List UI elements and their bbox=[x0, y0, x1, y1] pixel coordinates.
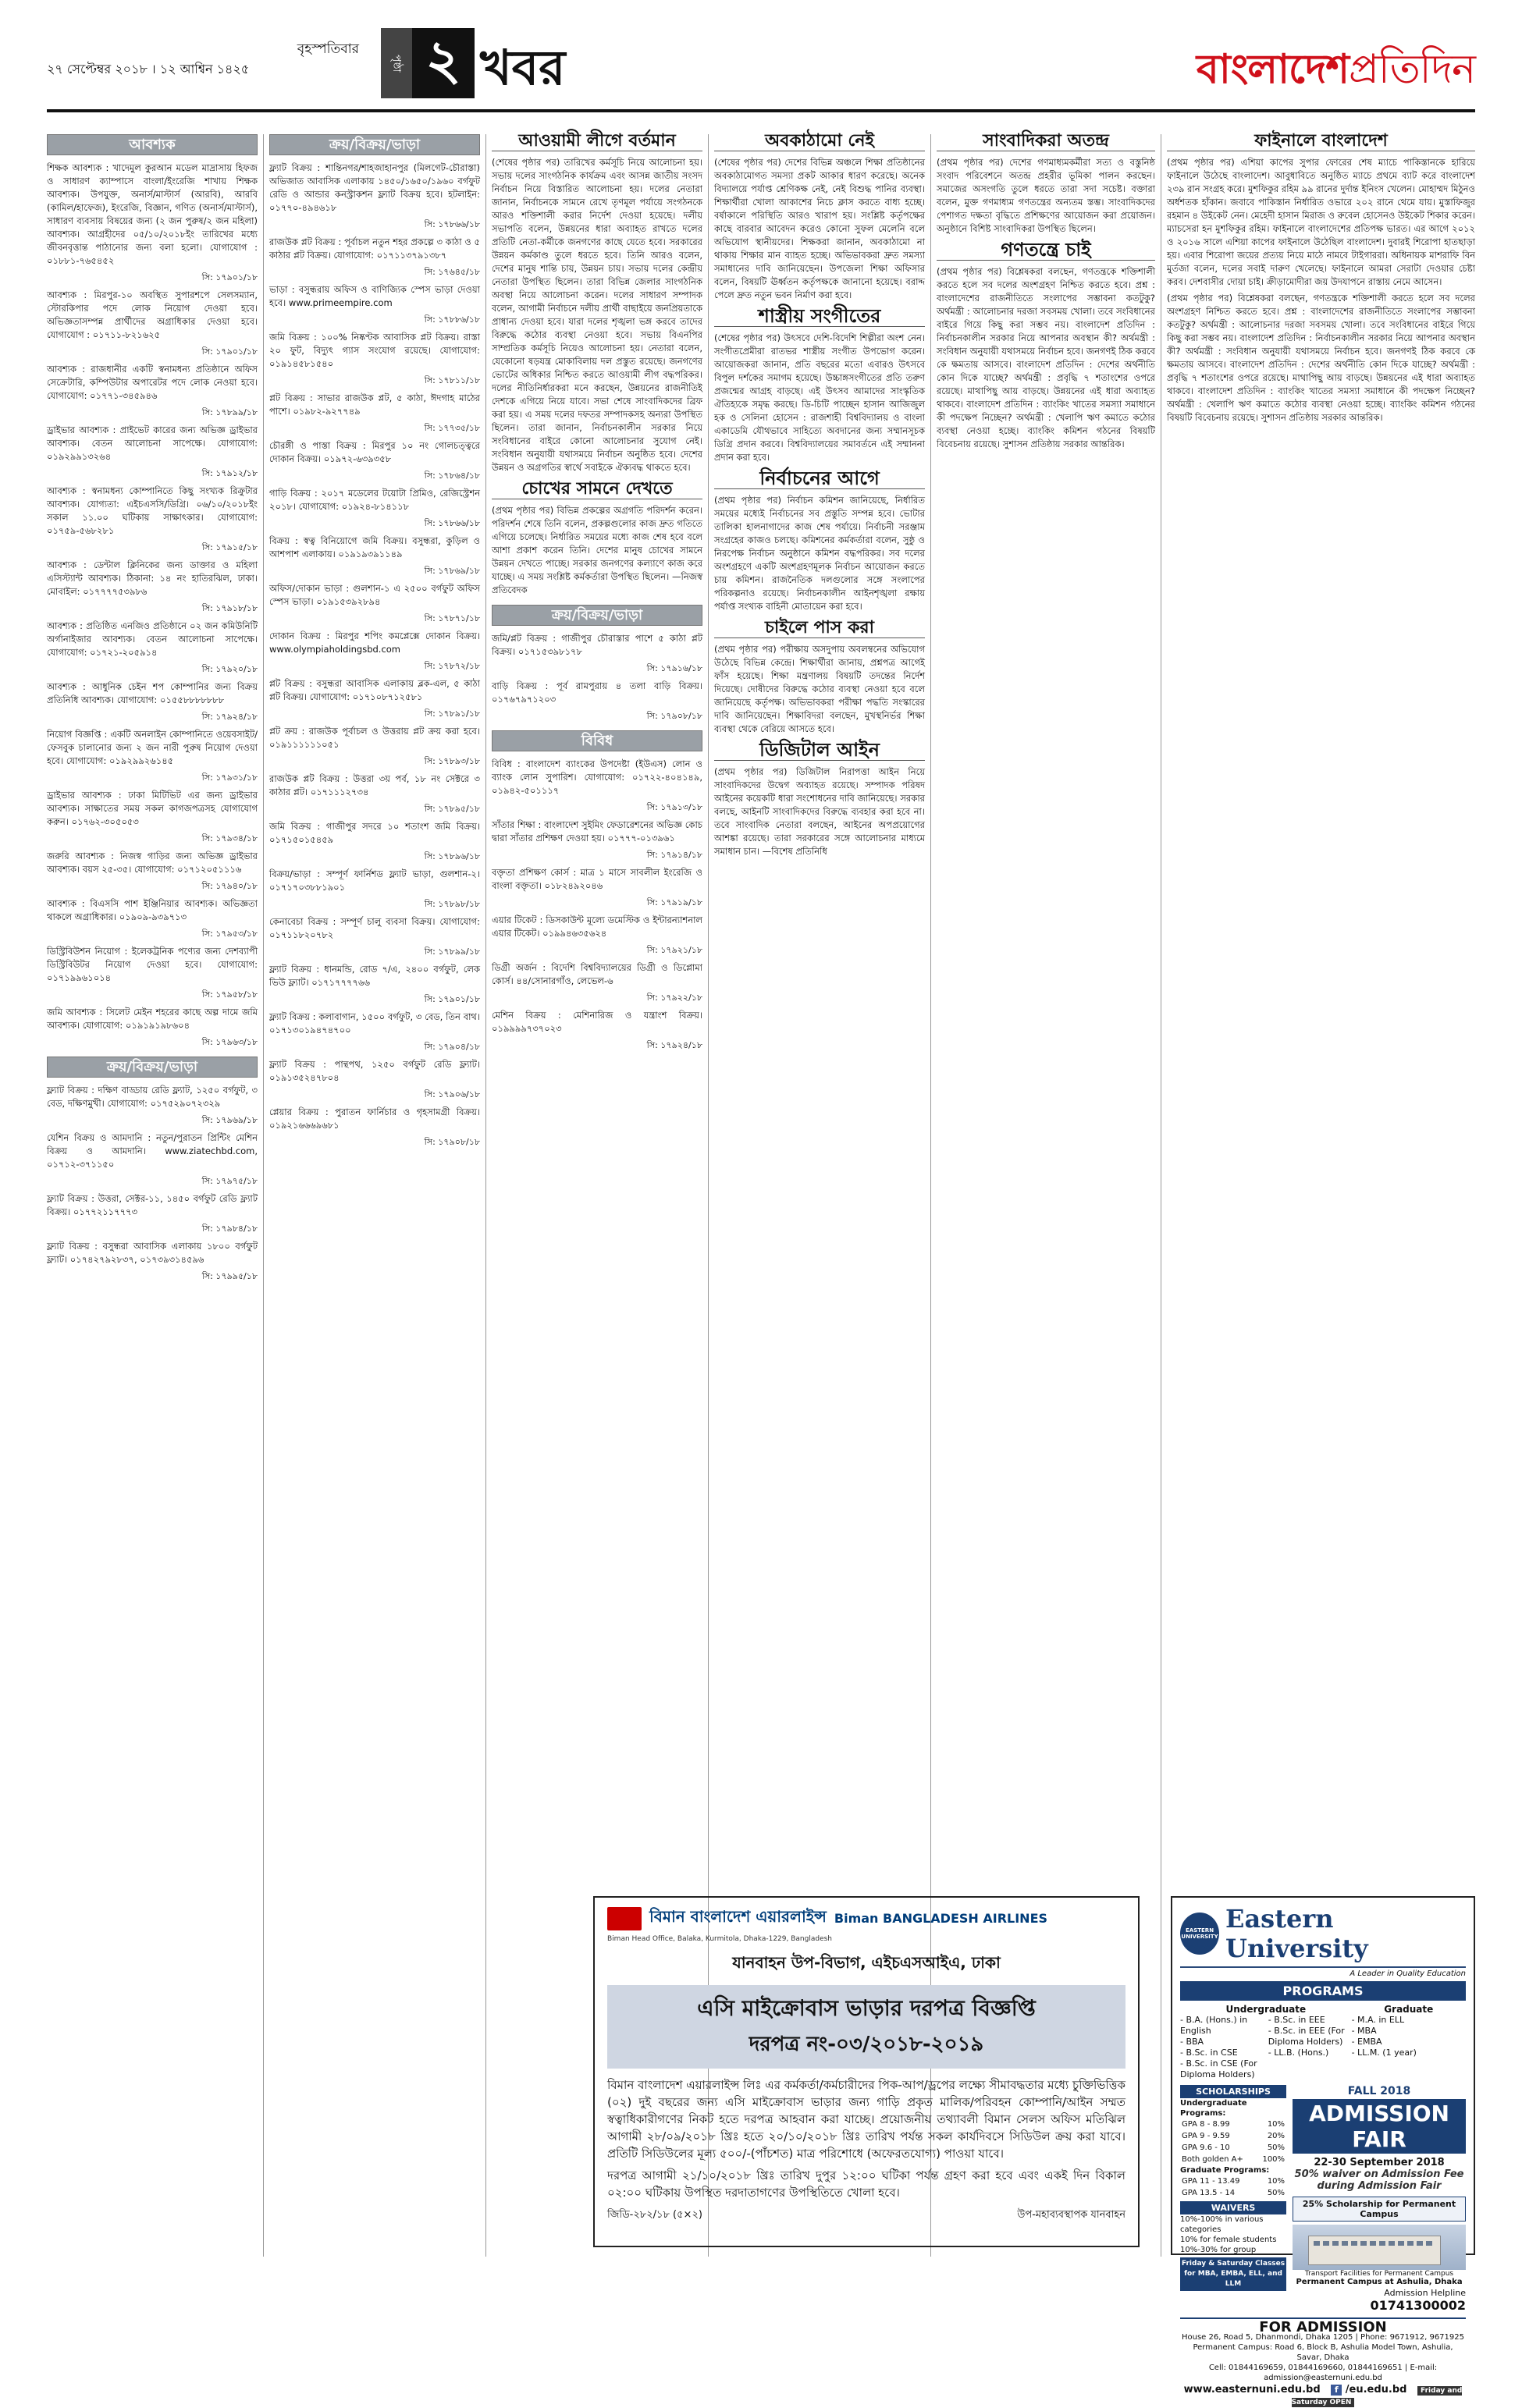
classified-item: আবশ্যক : বিএসসি পাশ ইঞ্জিনিয়ার আবশ্যক। অভিজ্ঞতা থাকলে অগ্রাধিকার। ০১৯০৯-৯৩৯৭১৩ bbox=[47, 898, 258, 922]
eu-scholar-range: Both golden A+ bbox=[1182, 2155, 1243, 2164]
eu-scholar-row bbox=[1180, 2154, 1286, 2165]
brand-part2: প্রতিদিন bbox=[1349, 46, 1475, 93]
classified-code: সি: ১৭৯২৪/১৮ bbox=[646, 1040, 702, 1050]
classified-item: ফ্ল্যাট বিক্রয় : কলাবাগান, ১৫০০ বর্গফুট, ৩ বেড, তিন বাথ। ০১৭১৩০১৯৪৭৪৭০০ bbox=[269, 1011, 480, 1035]
classified-code: সি: ১৭৬৪৫/১৮ bbox=[424, 267, 480, 277]
classified-code: সি: ১৭৮৬৬/১৮ bbox=[424, 518, 480, 528]
eu-header bbox=[1180, 1904, 1466, 1968]
eu-list-item: - B.Sc. in CSE (For Diploma Holders) bbox=[1180, 2058, 1257, 2079]
biman-title-line2: দরপত্র নং-০৩/২০১৮-২০১৯ bbox=[749, 2033, 984, 2056]
classified-code: সি: ১৭৯০৮/১৮ bbox=[646, 711, 702, 721]
building-icon bbox=[1308, 2236, 1441, 2265]
eu-list-item: - M.A. in ELL bbox=[1351, 2015, 1405, 2025]
article-body: (প্রথম পৃষ্ঠার পর) দেশের গণমাধ্যমকর্মীরা সত্য ও বস্তুনিষ্ঠ সংবাদ পরিবেশনে অতন্দ্র প্রহরীর ভূমিকা পালন করছেন। সমাজের অসংগতি তুলে ধরতে তারা সদা সচেষ্ট। বক্তারা বলেন, মুক্ত গণমাধ্যম গণতন্ত্রের অন্যতম স্তম্ভ। সাংবাদিকদের পেশাগত দক্ষতা বৃদ্ধিতে প্রশিক্ষণের আয়োজন করা প্রয়োজন। অনুষ্ঠানে বিশিষ্ট সাংবাদিকরা উপস্থিত ছিলেন। bbox=[937, 157, 1155, 234]
masthead bbox=[47, 22, 1475, 108]
eu-fair-waiver: 50% waiver on Admission Fee during Admission Fair bbox=[1294, 2168, 1464, 2192]
classified-item: নিয়োগ বিজ্ঞপ্তি : একটি অনলাইন কোম্পানিতে ওয়েবসাইট/ফেসবুক চালানোর জন্য ২ জন নারী পুরুষ নিয়োগ দেওয়া হবে। যোগাযোগ: ০১৯২৯৯২৬১৪৫ bbox=[47, 729, 258, 766]
article-headline: গণতন্ত্রে চাই bbox=[937, 243, 1155, 261]
classified-code: সি: ১৭৮৬৬/১৮ bbox=[424, 219, 480, 229]
article-headline: সাংবাদিকরা অতন্দ্র bbox=[937, 134, 1155, 151]
classifieds-column-2 bbox=[269, 134, 480, 2241]
classified-item: গাড়ি বিক্রয় : ২০১৭ মডেলের টয়োটা প্রিমিও, রেজিস্ট্রেশন ২০১৮। যোগাযোগ: ০১৯২৪-৮১৪১১৮ bbox=[269, 488, 480, 512]
eu-scholar-row bbox=[1180, 2130, 1286, 2142]
eastern-university-ad bbox=[1171, 1896, 1475, 2406]
eu-scholarships bbox=[1180, 2085, 1286, 2313]
classified-code: সি: ১৭৮৭২/১৮ bbox=[424, 661, 480, 671]
classified-code: সি: ১৭৯৯৫/১৮ bbox=[201, 1271, 258, 1281]
biman-footer bbox=[607, 2207, 1125, 2224]
eu-fair-dates: 22-30 September 2018 bbox=[1314, 2157, 1445, 2168]
article-headline: শাস্ত্রীয় সংগীতের bbox=[714, 310, 925, 327]
classified-code: সি: ১৭৯১২/১৮ bbox=[201, 468, 258, 478]
eu-scholar-row bbox=[1180, 2175, 1286, 2187]
article-body: (প্রথম পৃষ্ঠার পর) এশিয়া কাপের সুপার ফোরের শেষ ম্যাচে পাকিস্তানকে হারিয়ে ফাইনালে উঠেছে বাংলাদেশ। আবুধাবিতে অনুষ্ঠিত ম্যাচে প্রথমে ব্যাট করে বাংলাদেশ ২৩৯ রান সংগ্রহ করে। মুশফিকুর রহিম ৯৯ রানের দুর্দান্ত ইনিংস খেলেন। মোহাম্মদ মিঠুনও অর্ধশতক হাঁকান। জবাবে পাকিস্তান নির্ধারিত ওভারে ২০২ রানে থেমে যায়। মুস্তাফিজুর রহমান ৪ উইকেট নেন। মেহেদী হাসান মিরাজ ও রুবেল হোসেনও উইকেট শিকার করেন। ম্যাচসেরা হন মুশফিকুর রহিম। ফাইনালে বাংলাদেশের প্রতিপক্ষ ভারত। এর আগে ২০১২ ও ২০১৬ সালে এশিয়া কাপের ফাইনালে উঠেছিল বাংলাদেশ। দুবারই শিরোপা হাতছাড়া হয়। এবার শিরোপা জয়ের প্রত্যয় নিয়ে মাঠে নামবে টাইগাররা। অধিনায়ক মাশরাফি বিন মুর্তজা বলেন, দলের সবাই দারুণ খেলেছে। ফাইনালে আমরা সেরাটা দেওয়ার চেষ্টা করব। দেশবাসীর দোয়া চাই। ক্রীড়ামোদীরা জয় উদযাপনে রাস্তায় নেমে আসেন। bbox=[1167, 157, 1475, 287]
biman-tender-ad bbox=[593, 1896, 1140, 2247]
classified-code: সি: ১৭৯৪০/১৮ bbox=[201, 881, 258, 891]
eu-list-item: 10%-100% in various categories bbox=[1180, 2215, 1264, 2234]
eu-scholar-percent: 20% bbox=[1267, 2132, 1286, 2140]
article-headline: ফাইনালে বাংলাদেশ bbox=[1167, 134, 1475, 151]
classified-item: বিক্রয় : স্বত্ব বিনিয়োগে জমি বিক্রয়। বসুন্ধরা, কুড়িল ও আশপাশ এলাকায়। ০১৯১৯৩৯১১৪৯ bbox=[269, 535, 480, 559]
facebook-icon: f bbox=[1331, 2385, 1342, 2396]
classified-code: সি: ১৭৭৩৫/১৮ bbox=[424, 423, 480, 433]
classified-code: সি: ১৭৮৭১/১৮ bbox=[424, 613, 480, 623]
eu-scholar-percent: 100% bbox=[1262, 2155, 1286, 2164]
eu-scholar-table bbox=[1180, 2175, 1286, 2199]
classified-code: সি: ১৭৯১৩/১৮ bbox=[646, 802, 702, 812]
biman-body: বিমান বাংলাদেশ এয়ারলাইন্স লিঃ এর কর্মকর্তা/কর্মচারীদের পিক-আপ/ড্রপের লক্ষ্যে সীমাবদ্ধতার মধ্যে চুক্তিভিত্তিক (০২) দুই বছরের জন্য এসি মাইক্রোবাস ভাড়ার জন্য গাড়ি প্রকৃত মালিক/পরিবহন কোম্পানি/আইন সম্মত স্বত্বাধিকারীগণের নিকট হতে দরপত্র আহবান করা যাচ্ছে। প্রয়োজনীয় তথ্যাবলী বিমান সেলস অফিস মতিঝিল আগামী ২৮/০৯/২০১৮ খ্রিঃ হতে ২০/১০/২০১৮ খ্রিঃ তারিখ পর্যন্ত সকল কার্যদিবসে সিডিউল ক্রয় করা যাবে। প্রতিটি সিডিউলের মূল্য ৫০০/-(পাঁচশত) মাত্র পরিশোধে (অফেরতযোগ্য) পাওয়া যাবে। bbox=[607, 2078, 1125, 2161]
classified-item: আবশ্যক : আধুনিক চেইন শপ কোম্পানির জন্য বিক্রয় প্রতিনিধি আবশ্যক। যোগাযোগ: ০১৫৫৮৮৮৮৮৮৮ bbox=[47, 681, 258, 705]
classified-item: প্লেয়ার বিক্রয় : পুরাতন ফার্নিচার ও গৃহসামগ্রী বিক্রয়। ০১৯২১৬৬৬৯৬৮১ bbox=[269, 1106, 480, 1131]
eu-scholar-range: GPA 11 - 13.49 bbox=[1182, 2177, 1240, 2186]
classified-section-head: বিবিধ bbox=[492, 730, 702, 751]
classified-item: যেশিন বিক্রয় ও আমদানি : নতুন/পুরাতন প্রিন্টিং মেশিন বিক্রয় ও আমদানি। www.ziatechbd.com, ০১৭১২-৩৭১১৫০ bbox=[47, 1132, 258, 1170]
classified-item: চৌরঙ্গী ও পাস্তা বিক্রয় : মিরপুর ১০ নং গোলচত্ত্বরে দোকান বিক্রয়। ০১৯৭২-৬৩৯৩৫৮ bbox=[269, 440, 480, 464]
eu-website: www.easternuni.edu.bd bbox=[1183, 2384, 1321, 2396]
classified-code: সি: ১৭৯২০/১৮ bbox=[201, 664, 258, 674]
eu-waivers-list bbox=[1180, 2214, 1286, 2255]
article-headline: চাইলে পাস করা bbox=[714, 621, 925, 638]
page-label: পৃষ্ঠা bbox=[381, 28, 412, 98]
masthead-date-line: ২৭ সেপ্টেম্বর ২০১৮ । ১২ আশ্বিন ১৪২৫ bbox=[47, 62, 250, 76]
classified-item: বিক্রয়/ভাড়া : সম্পূর্ণ ফার্নিশড ফ্ল্যাট ভাড়া, গুলশান-২। ০১৭১৭০৩৮৮১৯০১ bbox=[269, 868, 480, 893]
classified-item: অফিস/দোকান ভাড়া : গুলশান-১ এ ২৫০০ বর্গফুট অফিস স্পেস ভাড়া। ০১৯১৫৩৯২৮৯৪ bbox=[269, 583, 480, 607]
classified-code: সি: ১৭৯০১/১৮ bbox=[424, 994, 480, 1004]
classified-item: ভাড়া : বসুন্ধরায় অফিস ও বাণিজ্যিক স্পেস ভাড়া দেওয়া হবে। www.primeempire.com bbox=[269, 284, 480, 308]
article-headline: নির্বাচনের আগে bbox=[714, 472, 925, 489]
eu-list-item: - MBA bbox=[1351, 2026, 1377, 2036]
article-body: (প্রথম পৃষ্ঠার পর) পরীক্ষায় অসদুপায় অবলম্বনের অভিযোগ উঠেছে বিভিন্ন কেন্দ্রে। শিক্ষার্থীরা জানায়, প্রশ্নপত্র আগেই ফাঁস হয়েছে। শিক্ষা মন্ত্রণালয় বিষয়টি তদন্তের নির্দেশ দিয়েছে। দোষীদের বিরুদ্ধে কঠোর ব্যবস্থা নেওয়া হবে বলে জানিয়েছে কর্তৃপক্ষ। অভিভাবকরা পরীক্ষা পদ্ধতি সংস্কারের দাবি জানিয়েছেন। শিক্ষাবিদরা বলছেন, মুখস্থনির্ভর শিক্ষা ব্যবস্থা থেকে বেরিয়ে আসতে হবে। bbox=[714, 644, 925, 734]
eu-scholar-percent: 50% bbox=[1267, 2189, 1286, 2197]
classifieds-column-1 bbox=[47, 134, 258, 2241]
biman-title bbox=[607, 1985, 1125, 2069]
eu-scholar-range: GPA 9 - 9.59 bbox=[1182, 2132, 1230, 2140]
eu-address2: Permanent Campus: Road 6, Block B, Ashulia Model Town, Ashulia, Savar, Dhaka bbox=[1193, 2343, 1453, 2362]
eu-admission-fair bbox=[1293, 2085, 1466, 2313]
eu-perm-scholarship: 25% Scholarship for Permanent Campus bbox=[1293, 2197, 1466, 2222]
classified-list bbox=[47, 162, 258, 1049]
classified-code: সি: ১৭৯৫৮/১৮ bbox=[201, 989, 258, 1000]
eu-web bbox=[1180, 2385, 1466, 2408]
biman-logo-icon bbox=[607, 1907, 642, 1930]
eu-tagline: A Leader in Quality Education bbox=[1350, 1969, 1466, 1978]
classified-item: প্লট বিক্রয় : বসুন্ধরা আবাসিক এলাকায় ব্লক-এল, ৫ কাঠা প্লট বিক্রয়। যোগাযোগ: ০১৭১০৮৭১২৫৮১ bbox=[269, 678, 480, 702]
classified-item: জমি আবশ্যক : সিলেট মেইন শহরের কাছে অল্প দামে জমি আবশ্যক। যোগাযোগ: ০১৯১৯১৯৮৬০৪ bbox=[47, 1007, 258, 1031]
classified-code: সি: ১৭৮৯৯/১৮ bbox=[424, 947, 480, 957]
classified-item: বাড়ি বিক্রয় : পূর্ব রামপুরায় ৪ তলা বাড়ি বিক্রয়। ০১৭৬৭৯৭১২০৩ bbox=[492, 680, 702, 705]
classified-item: রাজউক প্লট বিক্রয় : উত্তরা ৩য় পর্ব, ১৮ নং সেক্টরে ৩ কাঠার প্লট। ০১৭১১১২৭৩৪ bbox=[269, 773, 480, 797]
classified-item: আবশ্যক : ডেন্টাল ক্লিনিকের জন্য ডাক্তার ও মহিলা এসিস্ট্যান্ট আবশ্যক। ঠিকানা: ১৪ নং হাতিরঝিল, ঢাকা। মোবাইল: ০১৭৭৭৭৫৩৯৮৬ bbox=[47, 559, 258, 597]
classified-code: সি: ১৭৯১৮/১৮ bbox=[201, 603, 258, 613]
eu-perm-campus: Permanent Campus at Ashulia, Dhaka bbox=[1296, 2278, 1463, 2286]
classified-code: সি: ১৭৯৩৪/১৮ bbox=[201, 833, 258, 844]
classified-code: সি: ১৭৮৯৩/১৮ bbox=[424, 756, 480, 766]
eu-gr-title: Graduate bbox=[1384, 2004, 1434, 2015]
classified-code: সি: ১৭৮৬৯/১৮ bbox=[424, 566, 480, 576]
classified-code: সি: ১৭৯১৬/১৮ bbox=[646, 663, 702, 673]
classified-code: সি: ১৭৯২৪/১৮ bbox=[201, 712, 258, 722]
classified-code: সি: ১৭৮৯৫/১৮ bbox=[424, 804, 480, 814]
classified-item: ডিস্ট্রিবিউশন নিয়োগ : ইলেকট্রনিক পণ্যের জন্য দেশব্যাপী ডিস্ট্রিবিউটর নিয়োগ দেওয়া হবে। যোগাযোগ: ০১৭১৯৯৬১০১৪ bbox=[47, 946, 258, 983]
classified-item: আবশ্যক : স্বনামধন্য কোম্পানিতে কিছু সংখ্যক রিক্রুটার আবশ্যক। যোগ্যতা: এইচএসসি/ডিগ্রি। ০৬/১০/২০১৮ইং সকাল ১১.০০ ঘটিকায় সাক্ষাৎকার। যোগাযোগ: ০১৭৫৯-৫৬৮২৮১ bbox=[47, 485, 258, 536]
article-body: (প্রথম পৃষ্ঠার পর) নির্বাচন কমিশন জানিয়েছে, নির্ধারিত সময়ের মধ্যেই নির্বাচনের সব প্রস্তুতি সম্পন্ন হবে। ভোটার তালিকা হালনাগাদের কাজ শেষ পর্যায়ে। নির্বাচনী সরঞ্জাম সংগ্রহের কাজও চলছে। কমিশনের কর্মকর্তারা বলেন, সুষ্ঠু ও নিরপেক্ষ নির্বাচন অনুষ্ঠানে কমিশন বদ্ধপরিকর। সব দলের অংশগ্রহণে একটি অংশগ্রহণমূলক নির্বাচন আয়োজন করতে চায় কমিশন। রাজনৈতিক দলগুলোর সঙ্গে সংলাপের পরিকল্পনাও রয়েছে। নির্বাচনকালীন আইনশৃঙ্খলা রক্ষায় পর্যাপ্ত সংখ্যক বাহিনী মোতায়েন করা হবে। bbox=[714, 495, 925, 612]
classified-list bbox=[492, 758, 702, 1052]
eu-waivers-title: WAIVERS bbox=[1180, 2201, 1286, 2214]
eu-helpline bbox=[1293, 2288, 1466, 2313]
eu-scholar-row bbox=[1180, 2142, 1286, 2154]
eu-scholar-sub: Undergraduate Programs: bbox=[1180, 2099, 1247, 2118]
classified-code: সি: ১৭৯৬৩/১৮ bbox=[201, 1037, 258, 1047]
classified-code: সি: ১৭৯৩১/১৮ bbox=[201, 772, 258, 783]
article-body: (শেষের পৃষ্ঠার পর) তারিখের কর্মসূচি নিয়ে আলোচনা হয়। সভায় দলের সাংগঠনিক কার্যক্রম এবং আসন্ন জাতীয় সংসদ নির্বাচন নিয়ে বিস্তারিত আলোচনা হয়। দলের নেতারা জানান, নির্বাচনকে সামনে রেখে তৃণমূল পর্যায়ে সংগঠনকে আরও শক্তিশালী করার নির্দেশ দেওয়া হয়েছে। দলীয় সভাপতি বলেন, উন্নয়নের ধারা অব্যাহত রাখতে দলের প্রতিটি নেতা-কর্মীকে জনগণের কাছে যেতে হবে। সরকারের উন্নয়ন কর্মকাণ্ড তুলে ধরতে হবে। তিনি আরও বলেন, দেশের মানুষ শান্তি চায়, উন্নয়ন চায়। সভায় দলের কেন্দ্রীয় নেতারা উপস্থিত ছিলেন। তারা বিভিন্ন জেলার সাংগঠনিক অবস্থা নিয়ে আলোচনা করেন। দলের সাধারণ সম্পাদক বলেন, আগামী নির্বাচনে দলীয় প্রার্থী বাছাইয়ে জনপ্রিয়তাকে প্রাধান্য দেওয়া হবে। যারা দলের শৃঙ্খলা ভঙ্গ করবে তাদের বিরুদ্ধে কঠোর ব্যবস্থা নেওয়া হবে। সভায় বিএনপির সাম্প্রতিক কর্মসূচি নিয়েও আলোচনা হয়। নেতারা বলেন, যেকোনো ষড়যন্ত্র মোকাবিলায় দল প্রস্তুত রয়েছে। জনগণের ভোটের অধিকার নিশ্চিত করতে আওয়ামী লীগ বদ্ধপরিকর। দলের নীতিনির্ধারকরা মনে করছেন, উন্নয়নের রাজনীতিই দেশকে এগিয়ে নিয়ে যাবে। সভা শেষে সাংবাদিকদের ব্রিফ করা হয়। এ সময় দলের দফতর সম্পাদকসহ অন্যরা উপস্থিত ছিলেন। তারা জানান, নির্বাচনকালীন সরকার নিয়ে সংবিধানের বাইরে কোনো আলোচনার সুযোগ নেই। সংবিধান অনুযায়ী যথাসময়ে নির্বাচন অনুষ্ঠিত হবে। দেশের উন্নয়ন ও অগ্রগতির স্বার্থে সবাইকে ঐক্যবদ্ধ থাকতে হবে। bbox=[492, 157, 702, 473]
classified-code: সি: ১৭৮৯১/১৮ bbox=[424, 709, 480, 719]
classified-code: সি: ১৭৮১১/১৮ bbox=[424, 375, 480, 385]
eu-cell: Cell: 01844169659, 01844169660, 01844169651 | E-mail: admission@easternuni.edu.bd bbox=[1208, 2364, 1438, 2382]
classified-list bbox=[47, 1084, 258, 1283]
biman-title-line1: এসি মাইক্রোবাস ভাড়ার দরপত্র বিজ্ঞপ্তি bbox=[697, 1995, 1036, 2021]
classified-code: সি: ১৭৮৯৮/১৮ bbox=[424, 899, 480, 909]
column-divider bbox=[485, 134, 486, 2257]
biman-foot-code: জিডি-২৮২/১৮ (৫×২) bbox=[607, 2209, 702, 2221]
eu-scholar-percent: 50% bbox=[1267, 2143, 1286, 2152]
classified-item: আবশ্যক : প্রতিষ্ঠিত এনজিও প্রতিষ্ঠানে ০২ জন কমিউনিটি অর্গানাইজার আবশ্যক। বেতন আলোচনা সাপেক্ষে। যোগাযোগ: ০১৭২১-২০৫৯১৪ bbox=[47, 620, 258, 658]
masthead-rule bbox=[47, 109, 1475, 112]
classified-list bbox=[269, 162, 480, 1149]
masthead-day: বৃহস্পতিবার bbox=[297, 41, 359, 57]
classified-item: প্লট বিক্রয় : সাভার রাজউক প্লট, ৫ কাঠা, ঈদগাহ মাঠের পাশে। ০১৯৮২-৯২৭৭৪৯ bbox=[269, 392, 480, 417]
classified-item: শিক্ষক আবশ্যক : খাদেমুল কুরআন মডেল মাদ্রাসায় হিফজ ও সাধারণ ক্যাম্পাসে বাংলা/ইংরেজি শাখায় শিক্ষক আবশ্যক। উপযুক্ত, অনার্স/মাস্টার্স (আরবি), আরবি (কামিল/হাফেজ), ইংরেজি, বিজ্ঞান, গণিত (অনার্স/মাস্টার্স), সাধারণ ব্যবসায় বিষয়ের জন্য (২ জন পুরুষ/২ জন মহিলা) আবশ্যক। আগ্রহীদের ০৫/১০/২০১৮ইং তারিখের মধ্যে জীবনবৃত্তান্ত পাঠানোর জন্য বলা হলো। যোগাযোগ : ০১৮৮১-৭৬৫৪৫২ bbox=[47, 162, 258, 266]
eu-list-item: - B.Sc. in EEE bbox=[1268, 2015, 1325, 2025]
eu-contact bbox=[1180, 2317, 1466, 2408]
eu-fair-year: FALL 2018 bbox=[1347, 2085, 1411, 2097]
eu-fair-title: ADMISSION FAIR bbox=[1293, 2099, 1466, 2154]
eu-ug-col bbox=[1268, 2015, 1352, 2080]
article-headline: আওয়ামী লীগে বর্তমান bbox=[492, 134, 702, 151]
classified-code: সি: ১৭৯২২/১৮ bbox=[646, 993, 702, 1003]
classified-item: বক্তৃতা প্রশিক্ষণ কোর্স : মাত্র ১ মাসে সাবলীল ইংরেজি ও বাংলা বক্তৃতা। ০১৮২৪৯২০৪৬ bbox=[492, 867, 702, 891]
brand-part1: বাংলাদেশ bbox=[1196, 46, 1350, 93]
eu-transport: Transport Facilities for Permanent Campus bbox=[1304, 2270, 1454, 2278]
eu-open: Friday and Saturday OPEN bbox=[1291, 2387, 1463, 2406]
eu-graduate bbox=[1352, 2004, 1466, 2080]
classified-item: ড্রাইভার আবশ্যক : ঢাকা মিটিভিট এর জন্য ড্রাইভার আবশ্যক। সাক্ষাতের সময় সকল কাগজপত্রসহ যোগাযোগ করুন। ০১৭৬২-৩০৫০৫৩ bbox=[47, 790, 258, 827]
classified-code: সি: ১৭৮৬৪/১৮ bbox=[424, 471, 480, 481]
eu-scholar-row bbox=[1180, 2187, 1286, 2199]
eu-scholar-row bbox=[1180, 2119, 1286, 2130]
eu-helpline-label: Admission Helpline bbox=[1384, 2288, 1466, 2298]
eu-fair bbox=[1293, 2085, 1466, 2192]
classified-section-head: ক্রয়/বিক্রয়/ভাড়া bbox=[492, 605, 702, 626]
classified-item: ফ্ল্যাট বিক্রয় : দক্ষিণ বাড্ডায় রেডি ফ্ল্যাট, ১২৫০ বর্গফুট, ৩ বেড, দক্ষিণমুখী। যোগাযোগ: ০১৭৫২৯০৭২৩২৯ bbox=[47, 1085, 258, 1109]
classified-item: রাজউক প্লট বিক্রয় : পূর্বাচল নতুন শহর প্রকল্পে ৩ কাঠা ও ৫ কাঠার প্লট বিক্রয়। যোগাযোগ: ০১৭১১৩৭৯১৩৮৭ bbox=[269, 236, 480, 261]
masthead-date bbox=[47, 39, 375, 80]
section-title: খবর bbox=[480, 39, 566, 96]
classified-item: কেনাবেচা বিক্রয় : সম্পূর্ণ চালু ব্যবসা বিক্রয়। যোগাযোগ: ০১৭১১৮২০৭৮২ bbox=[269, 916, 480, 940]
eu-list-item: - B.Sc. in CSE bbox=[1180, 2048, 1238, 2058]
classified-section-head: ক্রয়/বিক্রয়/ভাড়া bbox=[269, 134, 480, 155]
eu-list-item: - EMBA bbox=[1351, 2037, 1382, 2047]
eu-list-item: - BBA bbox=[1180, 2037, 1204, 2047]
classified-item: আবশ্যক : মিরপুর-১০ অবস্থিত সুপারশপে সেলসম্যান, স্টোরকিপার পদে লোক নিয়োগ দেওয়া হবে। অভিজ্ঞতাসম্পন্ন প্রার্থীদের অগ্রাধিকার দেওয়া হবে। যোগাযোগ : ০১৭১১-৮২১৬২৫ bbox=[47, 289, 258, 340]
classified-code: সি: ১৭৯০৪/১৮ bbox=[424, 1042, 480, 1052]
classified-code: সি: ১৭৯১৯/১৮ bbox=[646, 897, 702, 907]
classified-item: দোকান বিক্রয় : মিরপুর শপিং কমপ্লেক্সে দোকান বিক্রয়। www.olympiaholdingsbd.com bbox=[269, 630, 480, 655]
news-column-4 bbox=[714, 131, 925, 1882]
classified-code: সি: ১৭৯০৮/১৮ bbox=[424, 1137, 480, 1147]
eu-list-item: 10%-30% for group bbox=[1180, 2246, 1257, 2254]
biman-address: Biman Head Office, Balaka, Kurmitola, Dhaka-1229, Bangladesh bbox=[607, 1935, 832, 1943]
eu-seal-icon: EASTERN UNIVERSITY bbox=[1180, 1913, 1219, 1955]
eu-programs-list bbox=[1180, 2004, 1466, 2080]
eu-list-item: - B.Sc. in EEE (For Diploma Holders) bbox=[1268, 2026, 1345, 2047]
classified-section-head: আবশ্যক bbox=[47, 134, 258, 155]
biman-logo-en: Biman BANGLADESH AIRLINES bbox=[834, 1911, 1048, 1926]
classified-code: সি: ১৭৯০৬/১৮ bbox=[424, 1089, 480, 1099]
biman-logo bbox=[607, 1905, 1125, 1931]
classified-code: সি: ১৭৯৫৩/১৮ bbox=[201, 929, 258, 939]
classified-code: সি: ১৭৯১৪/১৮ bbox=[646, 850, 702, 860]
eu-ug-col bbox=[1180, 2015, 1264, 2080]
eu-list-item: - B.A. (Hons.) in English bbox=[1180, 2015, 1248, 2036]
news-column-6 bbox=[1167, 131, 1475, 1882]
classified-code: সি: ১৭৮৮৬/১৮ bbox=[424, 314, 480, 325]
column-divider bbox=[263, 134, 264, 2257]
classified-code: সি: ১৭৮৯৯/১৮ bbox=[201, 407, 258, 417]
eu-facebook: /eu.edu.bd bbox=[1345, 2384, 1407, 2396]
classified-code: সি: ১৭৯৭৫/১৮ bbox=[201, 1176, 258, 1186]
classified-item: ফ্ল্যাট বিক্রয় : শান্তিনগর/শাহজাহানপুর (মিলগেট-চৌরাস্তা) অভিজাত আবাসিক এলাকায় ১৪৫০/১৬৫০/১৯৬০ বর্গফুট রেডি ও আন্ডার কনস্ট্রাকশন ফ্ল্যাট বিক্রয় হবে। হটলাইন: ০১৭৭০-৪৯৪৬১৮ bbox=[269, 162, 480, 213]
classified-item: ফ্ল্যাট বিক্রয় : পান্থপথ, ১২৫০ বর্গফুট রেডি ফ্ল্যাট। ০১৯১৩৫২৪৭৮০৪ bbox=[269, 1059, 480, 1083]
classified-item: বিবিধ : বাংলাদেশ ব্যাংকের উপদেষ্টা (ইউএস) লোন ও ব্যাংক লোন সুপারিশ। যোগাযোগ: ০১৭২২-৪০৪১৪৯, ০১৯৪২-৫০১১১৭ bbox=[492, 758, 702, 796]
biman-body-2: দরপত্র আগামী ২১/১০/২০১৮ খ্রিঃ তারিখ দুপুর ১২:০০ ঘটিকা পর্যন্ত গ্রহণ করা হবে এবং একই দিন বিকাল ০২:০০ ঘটিকায় উপস্থিত দরদাতাগণের উপস্থিতিতে খোলা হবে। bbox=[607, 2168, 1125, 2200]
eu-list-item: 10% for female students bbox=[1180, 2236, 1277, 2244]
article-headline: চোখের সামনে দেখতে bbox=[492, 482, 702, 499]
classified-item: জমি বিক্রয় : ১০০% নিষ্কণ্টক আবাসিক প্লট বিক্রয়। রাস্তা ২০ ফুট, বিদ্যুৎ গ্যাস সংযোগ রয়েছে। যোগাযোগ: ০১৯১৪৫৮১৫৪০ bbox=[269, 332, 480, 369]
page-number: ২ bbox=[412, 28, 475, 98]
biman-logo-bn: বিমান বাংলাদেশ এয়ারলাইন্স bbox=[649, 1907, 827, 1926]
eu-scholar-percent: 10% bbox=[1267, 2177, 1286, 2186]
article-body: (শেষের পৃষ্ঠার পর) দেশের বিভিন্ন অঞ্চলে শিক্ষা প্রতিষ্ঠানের অবকাঠামোগত সমস্যা প্রকট আকার ধারণ করেছে। অনেক বিদ্যালয়ে পর্যাপ্ত শ্রেণিকক্ষ নেই, নেই বিশুদ্ধ পানির ব্যবস্থা। শিক্ষার্থীরা খোলা আকাশের নিচে ক্লাস করতে বাধ্য হচ্ছে। বর্ষাকালে পরিস্থিতি আরও খারাপ হয়। সংশ্লিষ্ট কর্তৃপক্ষের কাছে বারবার আবেদন করেও কোনো সুফল মেলেনি বলে অভিযোগ স্থানীয়দের। শিক্ষকরা জানান, অবকাঠামো না থাকায় শিক্ষার মান ব্যাহত হচ্ছে। অভিভাবকরা দ্রুত সমস্যা সমাধানের দাবি জানিয়েছেন। উপজেলা শিক্ষা অফিসার বলেন, বিষয়টি ঊর্ধ্বতন কর্তৃপক্ষকে জানানো হয়েছে। বরাদ্দ পেলে দ্রুত নতুন ভবন নির্মাণ করা হবে। bbox=[714, 157, 925, 300]
eu-ug-title: Undergraduate bbox=[1225, 2004, 1307, 2015]
eu-programs-title: PROGRAMS bbox=[1180, 1981, 1466, 2001]
biman-foot-signatory: উপ-মহাব্যবস্থাপক যানবাহন bbox=[1017, 2209, 1125, 2221]
classified-item: আবশ্যক : রাজধানীর একটি স্বনামধন্য প্রতিষ্ঠানে অফিস সেক্রেটারি, কম্পিউটার অপারেটর পদে লোক নেওয়া হবে। যোগাযোগ: ০১৭৭১-৩৪৫৯৪৬ bbox=[47, 364, 258, 401]
article-body: (শেষের পৃষ্ঠার পর) উৎসবে দেশি-বিদেশি শিল্পীরা অংশ নেন। সংগীতপ্রেমীরা রাতভর শাস্ত্রীয় সংগীত উপভোগ করেন। আয়োজকরা জানান, প্রতি বছরের মতো এবারও উৎসবে বিপুল দর্শকের সমাগম হয়েছে। উচ্চাঙ্গসংগীতের প্রতি তরুণ প্রজন্মের আগ্রহ বাড়ছে। এই উৎসব আমাদের সাংস্কৃতিক ঐতিহ্যকে সমৃদ্ধ করছে। ডি-চিটি পাচ্ছেন হাসান আজিজুল হক ও সেলিনা হোসেন : রাজশাহী বিশ্ববিদ্যালয় ও বাংলা একাডেমি যৌথভাবে সাহিত্যে অবদানের জন্য সম্মানসূচক ডিগ্রি প্রদান করবে। বিশ্ববিদ্যালয়ের সমাবর্তনে এই সম্মাননা প্রদান করা হবে। bbox=[714, 332, 925, 463]
eu-scholar-table bbox=[1180, 2119, 1286, 2165]
eu-campus-image bbox=[1293, 2225, 1466, 2270]
classified-code: সি: ১৭৯২১/১৮ bbox=[646, 945, 702, 955]
classified-item: প্লট ক্রয় : রাজউক পূর্বাচল ও উত্তরায় প্লট ক্রয় করা হবে। ০১৯১১১১১১০৫১ bbox=[269, 726, 480, 750]
classified-item: ফ্ল্যাট বিক্রয় : বসুন্ধরা আবাসিক এলাকায় ১৮০০ বর্গফুট ফ্ল্যাট। ০১৭৪২৭৯২৮৩৭, ০১৭৩৯৩১৪৫৯৬ bbox=[47, 1241, 258, 1265]
eu-address: House 26, Road 5, Dhanmondi, Dhaka 1205 | Phone: 9671912, 9671925 bbox=[1182, 2333, 1464, 2342]
classified-code: সি: ১৭৯৬৯/১৮ bbox=[201, 1115, 258, 1125]
classified-item: সাঁতার শিক্ষা : বাংলাদেশ সুইমিং ফেডারেশনের অভিজ্ঞ কোচ দ্বারা সাঁতার প্রশিক্ষণ দেওয়া হয়। ০১৭৭৭-০১৩৯৬১ bbox=[492, 819, 702, 844]
classified-list bbox=[492, 632, 702, 723]
eu-middle bbox=[1180, 2085, 1466, 2313]
classified-code: সি: ১৭৯৮৪/১৮ bbox=[201, 1224, 258, 1234]
classified-item: ফ্ল্যাট বিক্রয় : উত্তরা, সেক্টর-১১, ১৪৫০ বর্গফুট রেডি ফ্ল্যাট বিক্রয়। ০১৭৭২১১৭৭৭৩ bbox=[47, 1193, 258, 1217]
classified-code: সি: ১৭৯১৫/১৮ bbox=[201, 542, 258, 552]
classified-item: ফ্ল্যাট বিক্রয় : ধানমন্ডি, রোড ৭/এ, ২৪০০ বর্গফুট, লেক ভিউ ফ্ল্যাট। ০১৭১৭৭৭৭৬৬ bbox=[269, 964, 480, 988]
article-body: (প্রথম পৃষ্ঠার পর) ডিজিটাল নিরাপত্তা আইন নিয়ে সাংবাদিকদের উদ্বেগ অব্যাহত রয়েছে। সম্পাদক পরিষদ আইনের কয়েকটি ধারা সংশোধনের দাবি জানিয়েছে। সরকার বলছে, আইনটি সাংবাদিকদের বিরুদ্ধে ব্যবহার করা হবে না। তবে সাংবাদিক নেতারা বলছেন, আইনের অপপ্রয়োগের আশঙ্কা রয়েছে। তারা সরকারের সঙ্গে আলোচনার মাধ্যমে সমাধান চান। —বিশেষ প্রতিনিধি bbox=[714, 766, 925, 857]
eu-scholar-range: GPA 9.6 - 10 bbox=[1182, 2143, 1230, 2152]
article-body: (প্রথম পৃষ্ঠার পর) বিশ্লেষকরা বলছেন, গণতন্ত্রকে শক্তিশালী করতে হলে সব দলের অংশগ্রহণ নিশ্চিত করতে হবে। প্রশ্ন : বাংলাদেশের রাজনীতিতে সংলাপের সম্ভাবনা কতটুকু? অর্থমন্ত্রী : আলোচনার দরজা সবসময় খোলা। তবে সংবিধানের বাইরে গিয়ে কিছু করা সম্ভব নয়। বাংলাদেশ প্রতিদিন : নির্বাচনকালীন সরকার নিয়ে আপনার অবস্থান কী? অর্থমন্ত্রী : সংবিধান অনুযায়ী যথাসময়ে নির্বাচন হবে। জনগণই ঠিক করবে কে ক্ষমতায় আসবে। বাংলাদেশ প্রতিদিন : দেশের অর্থনীতি কোন দিকে যাচ্ছে? অর্থমন্ত্রী : প্রবৃদ্ধি ৭ শতাংশের ওপরে রয়েছে। মাথাপিছু আয় বাড়ছে। উন্নয়নের এই ধারা অব্যাহত থাকবে। বাংলাদেশ প্রতিদিন : ব্যাংকিং খাতের সমস্যা সমাধানে কী পদক্ষেপ নিচ্ছেন? অর্থমন্ত্রী : খেলাপি ঋণ কমাতে কঠোর ব্যবস্থা নেওয়া হচ্ছে। ব্যাংকিং কমিশন গঠনের বিষয়টি বিবেচনায় রয়েছে। সুশাসন প্রতিষ্ঠায় সরকার আন্তরিক। bbox=[937, 266, 1155, 449]
eu-gr-col bbox=[1352, 2015, 1466, 2058]
eu-friday-classes: Friday & Saturday Classes for MBA, EMBA, ELL, and LLM bbox=[1180, 2257, 1286, 2291]
article-headline: ডিজিটাল আইন bbox=[714, 744, 925, 761]
news-column-5 bbox=[937, 131, 1155, 1882]
classified-section-head: ক্রয়/বিক্রয়/ভাড়া bbox=[47, 1057, 258, 1078]
eu-for-admission: FOR ADMISSION bbox=[1259, 2319, 1387, 2335]
eu-helpline-number: 01741300002 bbox=[1370, 2298, 1466, 2313]
classified-item: জমি বিক্রয় : গাজীপুর সদরে ১০ শতাংশ জমি বিক্রয়। ০১৭১৫০১৫৪৫৯ bbox=[269, 821, 480, 845]
classified-item: ডিগ্রী অর্জন : বিদেশি বিশ্ববিদ্যালয়ের ডিগ্রী ও ডিপ্লোমা কোর্স। ৪৪/সোনারগাঁও, লেভেল-৬ bbox=[492, 962, 702, 986]
article-headline: অবকাঠামো নেই bbox=[714, 134, 925, 151]
eu-list-item: - LL.M. (1 year) bbox=[1351, 2048, 1417, 2058]
classified-item: এয়ার টিকেট : ডিসকাউন্ট মূল্যে ডমেস্টিক ও ইন্টারন্যাশনাল এয়ার টিকেট। ০১৯৯৪৬৩৫৬২৪ bbox=[492, 915, 702, 939]
biman-subtitle: যানবাহন উপ-বিভাগ, এইচএসআইএ, ঢাকা bbox=[732, 1953, 1001, 1972]
classified-item: ড্রাইভার আবশ্যক : প্রাইভেট কারের জন্য অভিজ্ঞ ড্রাইভার আবশ্যক। বেতন আলোচনা সাপেক্ষে। যোগাযোগ: ০১৯২৯৯১৩২৬৪ bbox=[47, 424, 258, 462]
eu-scholar-range: GPA 8 - 8.99 bbox=[1182, 2120, 1230, 2129]
classified-code: সি: ১৭৯০১/১৮ bbox=[201, 272, 258, 282]
eu-scholar-range: GPA 13.5 - 14 bbox=[1182, 2189, 1236, 2197]
article-body: (প্রথম পৃষ্ঠার পর) বিভিন্ন প্রকল্পের অগ্রগতি পরিদর্শন করেন। পরিদর্শন শেষে তিনি বলেন, প্রকল্পগুলোর কাজ দ্রুত গতিতে এগিয়ে চলেছে। নির্ধারিত সময়ের মধ্যে কাজ শেষ হবে বলে আশা প্রকাশ করেন তিনি। দেশের মানুষ চোখের সামনে উন্নয়ন দেখতে পাচ্ছে। সরকার জনগণের কল্যাণে কাজ করে যাচ্ছে। এ সময় সংশ্লিষ্ট কর্মকর্তারা উপস্থিত ছিলেন। —নিজস্ব প্রতিবেদক bbox=[492, 505, 702, 595]
eu-scholar-sub2: Graduate Programs: bbox=[1180, 2166, 1270, 2175]
eu-list-item: - LL.B. (Hons.) bbox=[1268, 2048, 1329, 2058]
eu-name: Eastern University bbox=[1225, 1904, 1368, 1963]
classified-item: মেশিন বিক্রয় : মেশিনারিজ ও যন্ত্রাংশ বিক্রয়। ০১৯৯৯৯৭৩৭০২৩ bbox=[492, 1010, 702, 1034]
eu-undergrad bbox=[1180, 2004, 1352, 2080]
eu-scholar-percent: 10% bbox=[1267, 2120, 1286, 2129]
classified-item: জমি/প্লট বিক্রয় : গাজীপুর চৌরাস্তার পাশে ৫ কাঠা প্লট বিক্রয়। ০১৭১৫৩৯৮১৭৮ bbox=[492, 633, 702, 657]
classified-code: সি: ১৭৮৯৬/১৮ bbox=[424, 851, 480, 861]
classified-code: সি: ১৭৯০১/১৮ bbox=[201, 346, 258, 357]
classified-item: জরুরি আবশ্যক : নিজস্ব গাড়ির জন্য অভিজ্ঞ ড্রাইভার আবশ্যক। বয়স ২৫-৩৫। যোগাযোগ: ০১৭১২০৫১১১৬ bbox=[47, 851, 258, 875]
brand-logo bbox=[1197, 37, 1475, 105]
eu-scholarships-title: SCHOLARSHIPS bbox=[1180, 2085, 1286, 2098]
article-body: (প্রথম পৃষ্ঠার পর) বিশ্লেষকরা বলছেন, গণতন্ত্রকে শক্তিশালী করতে হলে সব দলের অংশগ্রহণ নিশ্চিত করতে হবে। প্রশ্ন : বাংলাদেশের রাজনীতিতে সংলাপের সম্ভাবনা কতটুকু? অর্থমন্ত্রী : আলোচনার দরজা সবসময় খোলা। তবে সংবিধানের বাইরে গিয়ে কিছু করা সম্ভব নয়। বাংলাদেশ প্রতিদিন : নির্বাচনকালীন সরকার নিয়ে আপনার অবস্থান কী? অর্থমন্ত্রী : সংবিধান অনুযায়ী যথাসময়ে নির্বাচন হবে। জনগণই ঠিক করবে কে ক্ষমতায় আসবে। বাংলাদেশ প্রতিদিন : দেশের অর্থনীতি কোন দিকে যাচ্ছে? অর্থমন্ত্রী : প্রবৃদ্ধি ৭ শতাংশের ওপরে রয়েছে। মাথাপিছু আয় বাড়ছে। উন্নয়নের এই ধারা অব্যাহত থাকবে। বাংলাদেশ প্রতিদিন : ব্যাংকিং খাতের সমস্যা সমাধানে কী পদক্ষেপ নিচ্ছেন? অর্থমন্ত্রী : খেলাপি ঋণ কমাতে কঠোর ব্যবস্থা নেওয়া হচ্ছে। ব্যাংকিং কমিশন গঠনের বিষয়টি বিবেচনায় রয়েছে। সুশাসন প্রতিষ্ঠায় সরকার আন্তরিক। bbox=[1167, 293, 1475, 423]
